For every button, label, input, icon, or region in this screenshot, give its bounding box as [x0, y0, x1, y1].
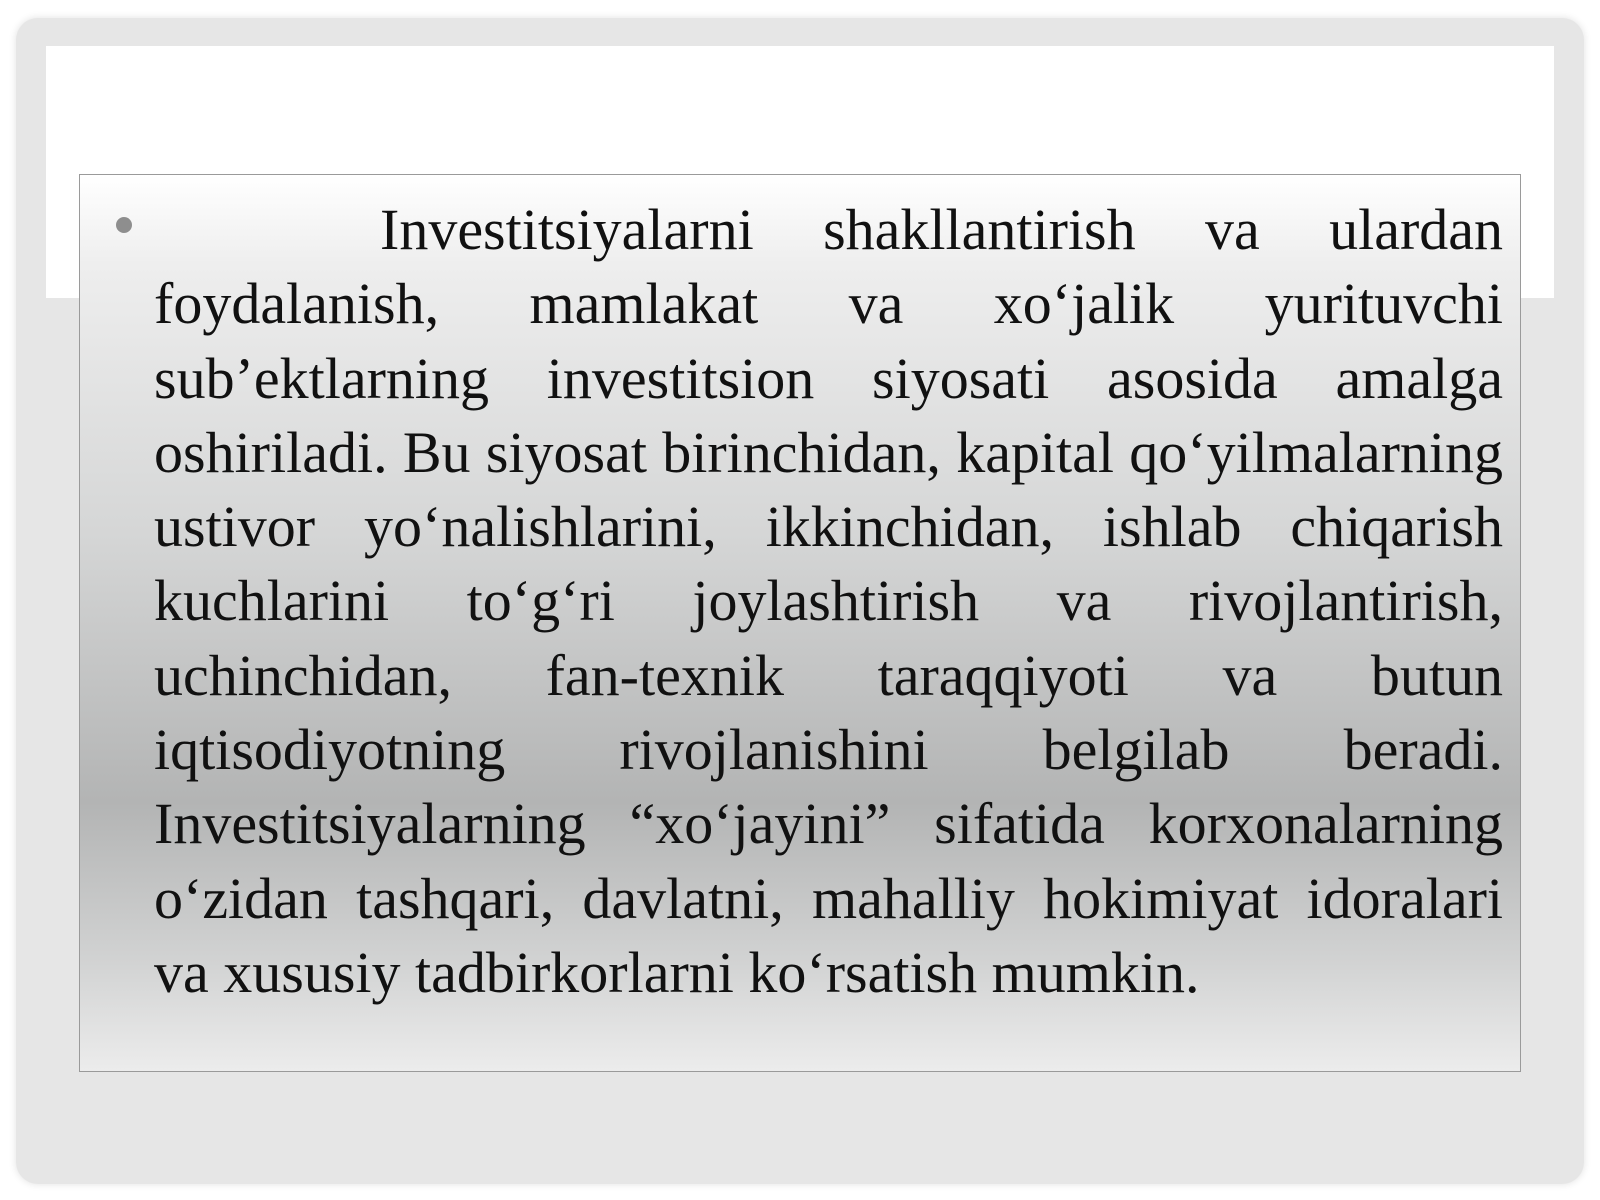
bullet-icon — [116, 217, 132, 233]
content-box — [79, 174, 1521, 1072]
slide — [16, 18, 1584, 1184]
body-paragraph: Investitsiyalarni shakllantirish va ulardan foydalanish, mamlakat va xo‘jalik yurituvchi sub’ektlarning investitsion siyosati asosida amalga oshiriladi. Bu siyosat birinchidan, kapital qo‘yilmalarning ustivor yo‘nalishlarini, ikkinchidan, ishlab chiqarish kuchlarini to‘g‘ri joylashtirish va rivojlantirish, uchinchidan, fan-texnik taraqqiyoti va butun iqtisodiyotning rivojlanishini belgilab beradi. Investitsiyalarning “xo‘jayini” sifatida korxonalarning o‘zidan tashqari, davlatni, mahalliy hokimiyat idoralari va xususiy tadbirkorlarni ko‘rsatish mumkin. — [154, 197, 1503, 1005]
